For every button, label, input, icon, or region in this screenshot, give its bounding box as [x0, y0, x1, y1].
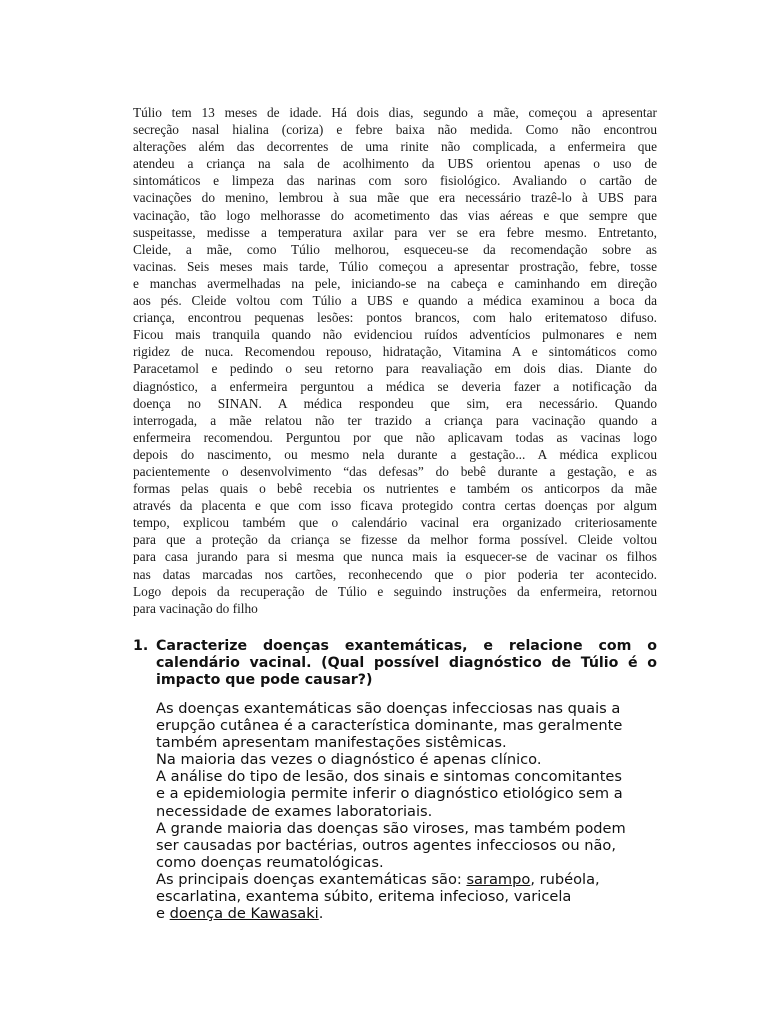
case-line: tempo, explicou também que o calendário vacinal era organizado criteriosamente [133, 515, 657, 531]
case-line: interrogada, a mãe relatou não ter trazido a criança para vacinação quando a [133, 412, 657, 428]
case-line: aos pés. Cleide voltou com Túlio a UBS e quando a médica examinou a boca da [133, 293, 657, 309]
case-line: depois do nascimento, ou mesmo nela durante a gestação... A médica explicou [133, 446, 657, 462]
list-prefix: e [156, 905, 170, 923]
case-line: para que a proteção da criança se fizesse da melhor forma possível. Cleide voltou [133, 532, 657, 548]
case-line: pacientemente o desenvolvimento “das defesas” do bebê durante a gestação, e as [133, 463, 657, 479]
case-line: sintomáticos e limpeza das narinas com soro fisiológico. Avaliando o cartão de [133, 173, 657, 189]
case-line: vacinações do menino, lembrou à sua mãe que era necessário trazê-lo à UBS para [133, 190, 657, 206]
sarampo-link[interactable]: sarampo [466, 870, 531, 888]
case-description [133, 104, 657, 617]
case-line: através da placenta e que com isso ficava protegido contra certas doenças por algum [133, 498, 657, 514]
case-line: Cleide, a mãe, como Túlio melhorou, esqueceu-se da recomendação sobre as [133, 241, 657, 257]
case-line: Paracetamol e pedindo o seu retorno para reavaliação em dois dias. Diante do [133, 361, 657, 377]
case-line: Túlio tem 13 meses de idade. Há dois dias, segundo a mãe, começou a apresentar [133, 105, 657, 120]
case-line: e manchas avermelhadas na pele, iniciando-se na cabeça e caminhando em direção [133, 275, 657, 291]
list-mid: , rubéola, [530, 870, 600, 888]
kawasaki-link[interactable]: doença de Kawasaki [169, 905, 319, 923]
answer-line: erupção cutânea é a característica dominante, mas geralmente [156, 717, 623, 735]
answer-line: como doenças reumatológicas. [156, 853, 384, 871]
case-line: Ficou mais tranquila quando não evidenciou ruídos adventícios pulmonares e nem [133, 327, 657, 343]
case-line: alterações além das decorrentes de uma rinite não complicada, a enfermeira que [133, 139, 657, 155]
question-line: Caracterize doenças exantemáticas, e relacione com o [156, 638, 657, 654]
answer-text [156, 700, 656, 922]
case-line: enfermeira recomendou. Perguntou por que não aplicavam todas as vacinas logo [133, 429, 657, 445]
case-line: rigidez de nuca. Recomendou repouso, hidratação, Vitamina A e sintomáticos como [133, 344, 657, 360]
answer-list-line [156, 905, 656, 922]
answer-list-line [156, 871, 656, 888]
answer-line: necessidade de exames laboratoriais. [156, 802, 433, 820]
case-line: diagnóstico, a enfermeira perguntou a médica se deveria fazer a notificação da [133, 378, 657, 394]
case-line: atendeu a criança na sala de acolhimento da UBS orientou apenas o uso de [133, 156, 657, 172]
case-line: doença no SINAN. A médica respondeu que sim, era necessário. Quando [133, 395, 657, 411]
answer-line: Na maioria das vezes o diagnóstico é apenas clínico. [156, 751, 542, 769]
answer-line: As doenças exantemáticas são doenças infecciosas nas quais a [156, 700, 621, 717]
list-intro: As principais doenças exantemáticas são: [156, 870, 467, 888]
answer-line: A grande maioria das doenças são viroses, mas também podem [156, 819, 626, 837]
case-line: para casa jurando para si mesma que nunca mais ia esquecer-se de vacinar os filhos [133, 549, 657, 565]
question-number: 1. [133, 638, 149, 654]
case-line: nas datas marcadas nos cartões, reconhecendo que o pior poderia ter acontecido. [133, 566, 657, 582]
answer-list-line: escarlatina, exantema súbito, eritema infecioso, varicela [156, 888, 572, 906]
case-line: criança, encontrou pequenas lesões: pontos brancos, com halo eritematoso difuso. [133, 310, 657, 326]
case-line: formas pelas quais o bebê recebia os nutrientes e também os anticorpos da mãe [133, 481, 657, 497]
list-end: . [318, 905, 324, 923]
case-line: para vacinação do filho [133, 600, 258, 616]
case-line: vacinas. Seis meses mais tarde, Túlio começou a apresentar prostração, febre, tosse [133, 258, 657, 274]
question-title [156, 638, 657, 689]
case-line: secreção nasal hialina (coriza) e febre baixa não medida. Como não encontrou [133, 122, 657, 138]
answer-line: também apresentam manifestações sistêmicas. [156, 734, 507, 752]
answer-line: e a epidemiologia permite inferir o diagnóstico etiológico sem a [156, 785, 623, 803]
case-line: Logo depois da recuperação de Túlio e seguindo instruções da enfermeira, retornou [133, 583, 657, 599]
question-line: impacto que pode causar?) [156, 672, 373, 688]
case-line: vacinação, tão logo melhorasse do acometimento das vias aéreas e que sempre que [133, 207, 657, 223]
question-line: calendário vacinal. (Qual possível diagnóstico de Túlio é o [156, 655, 657, 671]
case-line: suspeitasse, medisse a temperatura axilar para ver se era febre mesmo. Entretanto, [133, 224, 657, 240]
answer-line: ser causadas por bactérias, outros agentes infecciosos ou não, [156, 836, 617, 854]
answer-line: A análise do tipo de lesão, dos sinais e sintomas concomitantes [156, 768, 622, 786]
